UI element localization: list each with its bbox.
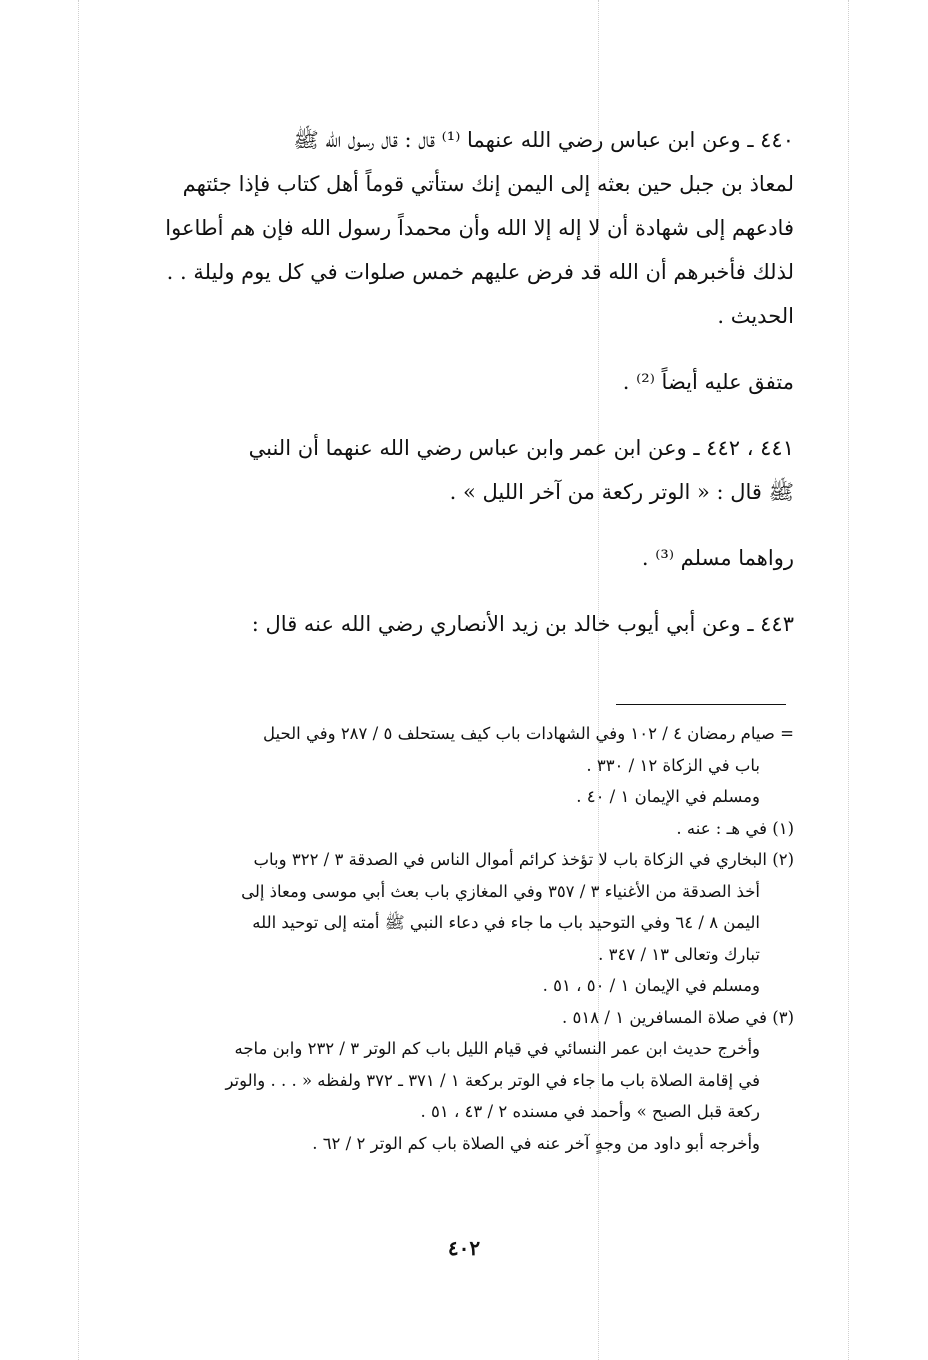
footnote-line: = صيام رمضان ٤ / ١٠٢ وفي الشهادات باب كيف يستحلف ٥ / ٢٨٧ وفي الحيل	[262, 724, 794, 743]
footnote-line: ركعة قبل الصبح » وأحمد في مسنده ٢ / ٤٣ ، ٥١ .	[420, 1102, 760, 1121]
footnote-separator	[616, 704, 786, 705]
hadith-443-line: ٤٤٣ ـ وعن أبي أيوب خالد بن زيد الأنصاري رضي الله عنه قال :	[251, 612, 794, 636]
footnote-1: (١) في هـ : عنه .	[676, 818, 794, 838]
hadith-440-grade: متفق عليه أيضاً ⁽²⁾ .	[622, 370, 794, 394]
hadith-441-line: ﷺ قال : « الوتر ركعة من آخر الليل » .	[449, 480, 794, 504]
hadith-440-line: الحديث .	[717, 304, 794, 328]
footnotes	[104, 718, 794, 1159]
footnote-3: (٣) في صلاة المسافرين ١ / ٥١٨ .	[562, 1007, 794, 1027]
scan-margin-line	[78, 0, 79, 1360]
hadith-440-line: لمعاذ بن جبل حين بعثه إلى اليمن إنك ستأتي قوماً أهل كتاب فإذا جئتهم	[182, 172, 794, 196]
footnote-line: باب في الزكاة ١٢ / ٣٣٠ .	[586, 755, 760, 775]
hadith-440-line: ٤٤٠ ـ وعن ابن عباس رضي الله عنهما ⁽¹⁾ قال : قال رسول الله ﷺ	[293, 128, 794, 152]
footnote-line: تبارك وتعالى ١٣ / ٣٤٧ .	[598, 944, 760, 964]
page-number: ٤٠٢	[447, 1236, 481, 1260]
hadith-441-grade: رواهما مسلم ⁽³⁾ .	[641, 546, 794, 570]
footnote-line: ومسلم في الإيمان ١ / ٥٠ ، ٥١ .	[542, 976, 760, 995]
footnote-line: اليمن ٨ / ٦٤ وفي التوحيد باب ما جاء في دعاء النبي ﷺ أمته إلى توحيد الله	[252, 913, 760, 932]
footnote-line: في إقامة الصلاة باب ما جاء في الوتر بركعة ١ / ٣٧١ ـ ٣٧٢ ولفظه « . . . والوتر	[225, 1070, 760, 1090]
footnote-2: (٢) البخاري في الزكاة باب لا تؤخذ كرائم أموال الناس في الصدقة ٣ / ٣٢٢ وباب	[253, 850, 794, 869]
hadith-440-line: فادعهم إلى شهادة أن لا إله إلا الله وأن محمداً رسول الله فإن هم أطاعوا	[165, 216, 794, 240]
footnote-line: وأخرجه أبو داود من وجهٍ آخر عنه في الصلاة باب كم الوتر ٢ / ٦٢ .	[312, 1133, 760, 1153]
footnote-line: وأخرج حديث ابن عمر النسائي في قيام الليل باب كم الوتر ٣ / ٢٣٢ وابن ماجه	[234, 1039, 760, 1058]
footnote-line: أخذ الصدقة من الأغنياء ٣ / ٣٥٧ وفي المغازي باب بعث أبي موسى ومعاذ إلى	[241, 881, 760, 901]
hadith-441-line: ٤٤١ ، ٤٤٢ ـ وعن ابن عمر وابن عباس رضي الله عنهما أن النبي	[248, 436, 794, 460]
main-text	[104, 118, 794, 646]
hadith-440-line: لذلك فأخبرهم أن الله قد فرض عليهم خمس صلوات في كل يوم وليلة . .	[166, 260, 794, 284]
footnote-line: ومسلم في الإيمان ١ / ٤٠ .	[576, 787, 760, 806]
scan-margin-line	[848, 0, 849, 1360]
